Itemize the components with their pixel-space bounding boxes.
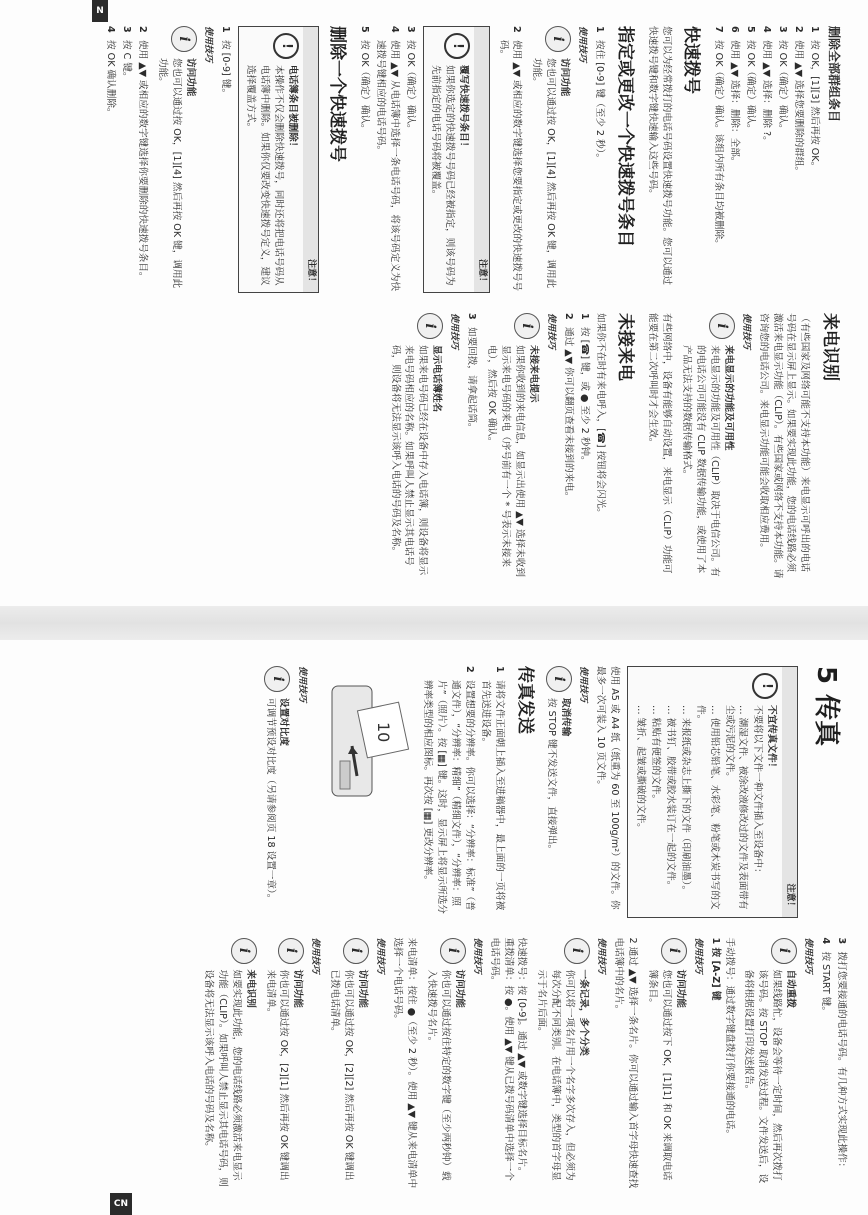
step-item xyxy=(135,26,149,293)
info-icon: i xyxy=(545,26,571,52)
speed-dial-text: 快速拨号：按 [0-9]。通过 ▲▼ 或数字键选择目标名片。 xyxy=(516,937,528,1177)
note-bullet: … 潮湿文件、被涂改液修改过的文件及表面带有尘或污泥的文件。 xyxy=(723,705,749,910)
note-bullet: … 被书钉、胶带或胶水装订在一起的文件。 xyxy=(664,705,676,891)
rotated-page-content xyxy=(0,0,868,606)
note-bullet: … 使用铅芯铅笔、水彩笔、粉笔或木炭书写的文件。 xyxy=(694,705,720,910)
tip-text: 你也可以通过按 OK，[2][2] 然后再按 OK 键调出已拨电话清单。 xyxy=(329,969,355,1181)
tip-box xyxy=(545,666,573,918)
tip-box xyxy=(201,938,257,1190)
tip-label: 使用技巧 xyxy=(803,937,814,974)
note-title: 覆写快速拨号条目！ xyxy=(457,65,469,152)
caller-id-note: 有些网络中，设备有能够自动设置，来电显示（CLIP）功能可能要在第二次呼叫时才会生效。 xyxy=(647,313,673,574)
note-bullet: … 来报纸或杂志上撕下的文件（印刷油墨）。 xyxy=(679,705,691,896)
note-box xyxy=(238,26,319,293)
delete-all-heading: 删除全部群组条目 xyxy=(827,26,841,123)
step-text: 如要回拨，请拿起话筒。 xyxy=(466,327,478,433)
tip-box xyxy=(263,666,291,918)
step-number: 3 xyxy=(466,313,478,320)
tip-text: 如果来电号码已经在设备中存入电话簿，则设备将显示来电号码相应的名称。如果呼叫人禁止显示其电话号码，则设备将无法显示该呼入电话的号码及名称。 xyxy=(389,345,429,576)
step-text: 按 OK（确定）确认。 xyxy=(744,40,756,134)
note-label: 注意！ xyxy=(303,27,318,292)
tip-label: 使用技巧 xyxy=(375,937,386,974)
assign-steps-2 xyxy=(496,26,524,293)
redial-list-text: 重拨清单：按 ●。使用 ▲▼ 键从已拨号码清单中选择一个电话号码。 xyxy=(488,937,514,1181)
tip-title: 访问功能 xyxy=(674,969,686,1008)
step-item xyxy=(759,26,773,293)
tip-box xyxy=(155,26,197,293)
tip-text: 可调节预设对比度（另请参阅页 18 设置一章）。 xyxy=(264,698,276,904)
missed-steps-2 xyxy=(464,313,478,580)
tip-box xyxy=(742,938,798,1190)
step-number: 3 xyxy=(121,26,133,33)
warning-icon: ! xyxy=(444,33,470,59)
step-number: 2 xyxy=(137,26,149,33)
step-item xyxy=(561,313,575,580)
tip-text: 您也可以通过按 OK，[1][4] 然后再按 OK 键，调用此功能。 xyxy=(157,58,183,289)
tip-title: 访问功能 xyxy=(292,969,304,1008)
step-number: 2 xyxy=(792,26,804,33)
step-text: 使用 ▲▼ 从电话簿中选择一条电话号码，将该号码定义为快速拨号键相应的电话号码。 xyxy=(375,40,401,292)
step-text: 设置想要的分辨率。你可以选择：“分辨率：标准”（普通文件），“分辨率：精细”（精细文件），“分辨率：照片”（照片）。按 [▦] 键。这时，显示屏上将显示所选分辨率类型的相应图标。再次按 [▦] 更改分辨率。 xyxy=(422,680,476,914)
info-icon: i xyxy=(564,938,590,964)
note-box xyxy=(423,26,490,293)
tip-label: 使用技巧 xyxy=(296,666,307,703)
assign-steps xyxy=(592,26,606,293)
tip-text: 您也可以通过按下 OK，[1][1] 和 OK 来调取电话簿条目。 xyxy=(646,969,672,1181)
step-item xyxy=(478,666,506,918)
step-number: 4 xyxy=(820,937,832,945)
step-text: 按 C 键。 xyxy=(121,40,133,82)
step-text: 按 OK（确定）确认。 xyxy=(359,40,371,134)
step-text: 使用 ▲▼ 选择：删除：全部。 xyxy=(729,40,741,167)
tip-box xyxy=(388,313,444,580)
step-text: 使用 ▲▼ 或相应的数字键选择您要指定或更改的快速拨号号码。 xyxy=(497,40,523,292)
missed-calls-heading: 未接来电 xyxy=(615,313,636,381)
note-label: 注意！ xyxy=(782,667,797,917)
step-item xyxy=(464,313,478,580)
note-text: 不要将以下文件一种文件插入至设备中： xyxy=(752,705,764,878)
step-number: 1 xyxy=(594,26,606,33)
step-text: 按 OK（确定）确认。 xyxy=(404,40,416,134)
step-item xyxy=(818,938,832,1190)
delete-steps-2 xyxy=(104,26,150,293)
step-item xyxy=(218,26,232,293)
step-text: 按住 [0-9] 键（至少 2 秒）。 xyxy=(594,40,606,164)
tip-text: 如果线路忙，设备会等待一定时间，然后再次拨打该号码。按 STOP 取消发送过程。文件发送后，设备将根据设置打印发送报告。 xyxy=(743,969,783,1184)
step-text: 请将文件正面朝上插入至进稿器中，最上面的一页将被首先送进设备。 xyxy=(479,680,505,911)
step-item xyxy=(420,666,476,918)
tip-label: 使用技巧 xyxy=(545,313,556,350)
send-steps-3 xyxy=(818,938,848,1190)
info-icon: i xyxy=(771,938,797,964)
step-number: 4 xyxy=(105,26,117,33)
phonebook-step-2: 2 通过 ▲▼ 选择一条名片。你可以通过输入首字母快速查找电话簿中的名片。 xyxy=(613,937,638,1189)
chapter-title xyxy=(806,666,844,918)
note-text: 如果你选定的快速拨号号码已经被指定，则该号码为先前指定的电话号码将被覆盖。 xyxy=(429,65,455,286)
page-gutter xyxy=(0,606,868,640)
step-text: 通过 ▲▼ 你可以翻页查看未接到的来电。 xyxy=(562,327,574,502)
step-item xyxy=(592,26,606,293)
tip-label: 使用技巧 xyxy=(596,937,607,974)
tip-box xyxy=(327,938,369,1190)
info-icon: i xyxy=(278,938,304,964)
chapter-number: 5 xyxy=(811,666,841,685)
note-text: 本操作不仅会删除快速拨号，同时还将把电话号码从电话簿中删除。如果你仅要改变快速拨号定义，建议选择覆盖方式。 xyxy=(244,65,284,286)
tip-text: 来电显示的功能及可用性（CLIP）取决于电信公司。有的电话公司可能没有 CLIP 数据传输功能，或使用了本产品无法支持的数据传输格式。 xyxy=(680,345,720,577)
step-item xyxy=(496,26,524,293)
step-text: 按 [☎] 键，或 ● 至少 2 秒钟。 xyxy=(578,327,590,466)
info-icon: i xyxy=(231,938,257,964)
step-item xyxy=(373,26,401,293)
step-item xyxy=(775,26,789,293)
step-number: 3 xyxy=(404,26,416,33)
tip-label: 使用技巧 xyxy=(740,313,751,350)
tip-title: 来电识别 xyxy=(244,969,256,1008)
step-item xyxy=(120,26,134,293)
send-steps xyxy=(420,666,505,918)
step-number: 3 xyxy=(836,937,847,945)
column-right xyxy=(10,313,850,580)
tip-box xyxy=(424,938,466,1190)
note-bullet: … 粘贴有便签的文件。 xyxy=(650,705,662,804)
tip-title: 自动重拨 xyxy=(785,969,797,1008)
step-number: 4 xyxy=(389,26,401,33)
step-text: 使用 ▲▼ 选择您要删除的群组。 xyxy=(792,40,804,176)
info-icon: i xyxy=(343,938,369,964)
step-item xyxy=(834,938,848,1190)
step-item xyxy=(357,26,371,293)
step-number: 5 xyxy=(744,26,756,33)
page-count-label: 10 xyxy=(374,722,394,743)
step-text: 使用 ▲▼ 选择：删除 ?。 xyxy=(760,40,772,146)
tip-box xyxy=(530,26,572,293)
note-title: 电话簿条目被删除！ xyxy=(286,65,298,152)
tip-title: 未接来电提示 xyxy=(527,345,539,403)
tip-text: 您也可以通过按 OK，[1][4] 然后再按 OK 键，调用此功能。 xyxy=(531,58,557,289)
info-icon: i xyxy=(709,313,735,339)
info-icon: i xyxy=(265,666,291,692)
warning-icon: ! xyxy=(273,33,299,59)
step-text: 按 [0-9] 键。 xyxy=(219,40,231,99)
step-text: 拨打您要接通的电话号码。有几种方式实现此操作： xyxy=(836,951,847,1173)
speed-dial-intro: 您可以为经常拨打的电话号码设置快速拨号功能。您可以通过快速拨号键和数字键快速输入这些号码。 xyxy=(646,26,672,286)
info-icon: i xyxy=(546,666,572,692)
info-icon: i xyxy=(440,938,466,964)
rotated-page-content xyxy=(0,640,868,1215)
step-number: 2 xyxy=(464,666,476,673)
paper-spec-text: 使用 A5 或 A4 纸（纸重为 60 至 100g/m²）的文件。你最多一次可装入 10 页文件。 xyxy=(595,666,621,910)
fax-send-heading: 传真发送 xyxy=(514,666,535,734)
missed-steps xyxy=(561,313,591,580)
tip-title: 来电显示的功能及可用性 xyxy=(722,345,734,451)
tip-title: 取消传输 xyxy=(560,698,572,737)
note-label: 注意！ xyxy=(474,27,489,292)
tip-box xyxy=(534,938,590,1190)
note-title: 不宜传真文件！ xyxy=(766,705,778,773)
delete-steps xyxy=(218,26,232,293)
note-bullet-list xyxy=(633,705,749,911)
tip-label: 使用技巧 xyxy=(310,937,321,974)
step-number: 1 xyxy=(578,313,590,320)
tip-label: 使用技巧 xyxy=(471,937,482,974)
tip-title: 访问功能 xyxy=(185,58,197,97)
tip-text: 如要实现此功能，您的电话线路必须激活来电显示功能（CLIP）。如果呼叫人禁止显示其电话号码，则设备将无法显示该呼入电话的号码及名称。 xyxy=(202,969,242,1187)
step-text: 按 START 键。 xyxy=(820,951,832,1016)
tip-box xyxy=(263,938,305,1190)
step-item xyxy=(104,26,118,293)
manual-dial-text: 手动拨号：通过数字键盘拨打你要接通的电话。 xyxy=(723,937,735,1139)
info-icon: i xyxy=(661,938,687,964)
column-left xyxy=(10,26,850,293)
note-box xyxy=(627,666,798,918)
step-number: 1 xyxy=(808,26,820,33)
manual-page-bottom xyxy=(0,640,868,1215)
tip-text: 你也可以通过按住特定的数字键（至少两秒钟）载入快速拨号名片。 xyxy=(425,969,451,1181)
tip-label: 使用技巧 xyxy=(203,26,214,63)
tip-title: 一条记录，多个分类 xyxy=(578,969,590,1056)
info-icon: i xyxy=(171,26,197,52)
tip-label: 使用技巧 xyxy=(449,313,460,350)
page-edge-tab: N xyxy=(92,0,108,22)
tip-title: 访问功能 xyxy=(357,969,369,1008)
delete-speed-dial-heading: 删除一个快速拨号 xyxy=(327,26,348,162)
step-text: 按 OK（确定）确认。 xyxy=(776,40,788,134)
step-number: 3 xyxy=(776,26,788,33)
manual-page-top xyxy=(0,0,868,606)
caller-id-heading: 来电识别 xyxy=(820,313,840,381)
step-item xyxy=(807,26,821,293)
step-text: 按 OK，[1][3] 然后再按 OK。 xyxy=(808,40,820,172)
step-item xyxy=(577,313,591,580)
delete-all-steps xyxy=(711,26,820,293)
tip-label: 使用技巧 xyxy=(578,666,589,703)
tip-text: 你也可以通过按 OK，[2][1] 然后再按 OK 键调出来电清单。 xyxy=(264,969,290,1181)
tip-box xyxy=(645,938,687,1190)
assign-steps-3 xyxy=(357,26,417,293)
chapter-name: 传真 xyxy=(811,694,841,747)
step-number: 2 xyxy=(511,26,523,33)
tip-box xyxy=(484,313,540,580)
warning-icon: ! xyxy=(752,673,778,699)
tip-title: 设置对比度 xyxy=(278,698,290,746)
phonebook-step: 1 按 [A-Z] 键 xyxy=(709,937,721,1001)
step-number: 1 xyxy=(493,666,505,673)
step-number: 1 xyxy=(219,26,231,33)
step-text: 按 OK 确认删除。 xyxy=(105,40,117,118)
tip-text: 你可以将一项名片用一个名字多次存入，但必须为每次分配不同类别。在电话簿中，类型的首字母显示于名片后面。 xyxy=(536,969,576,1181)
step-item xyxy=(711,26,725,293)
step-number: 2 xyxy=(562,313,574,320)
step-item xyxy=(403,26,417,293)
tip-title: 访问功能 xyxy=(559,58,571,97)
language-edge-tab: CN xyxy=(110,1193,132,1215)
caller-list-text: 来电清单：按住 ●（至少 2 秒）。使用 ▲▼ 键从来电清单中选择一个电话号码。 xyxy=(392,937,417,1189)
tip-text: 按 STOP 键不发送文件，直接弹出。 xyxy=(546,698,558,855)
speed-dial-heading: 快速拨号 xyxy=(681,26,702,94)
step-number: 4 xyxy=(760,26,772,33)
tip-label: 使用技巧 xyxy=(692,937,703,974)
step-number: 6 xyxy=(729,26,741,33)
caller-id-intro: （有些国家及网络可能不支持本功能）来电显示可呼出的电话号码在显示屏上显示。如果要实现此功能，您的电话线路必须激活来电显示功能（CLIP）。有些国家或网络不支持本功能。请咨询您的电话公司。来电显示功能可能会收取相应费用。 xyxy=(757,313,811,579)
tip-text: 如果你收到的来电信息，如显示出使用 ▲▼ 选择未收到显示来电号码的来电（序号前有一个 * 号表示未接来电），然后按 OK 确认。 xyxy=(486,345,525,577)
fax-machine-illustration xyxy=(322,666,412,816)
tip-title: 显示电话簿姓名 xyxy=(431,345,443,413)
assign-speed-dial-heading: 指定或更改一个快速拨号条目 xyxy=(614,26,635,247)
column-left xyxy=(10,666,850,918)
step-text: 按 OK（确定）确认。该组内所有条目均被删除。 xyxy=(713,40,725,249)
column-right xyxy=(10,938,850,1190)
missed-calls-intro: 如果你不在时有来电呼入，[☎] 按钮将会闪光。 xyxy=(594,313,606,518)
step-item xyxy=(727,26,741,293)
step-text: 使用 ▲▼ 或相应的数字键选择你要删除的快速拨号条目。 xyxy=(137,40,149,282)
step-number: 5 xyxy=(359,26,371,33)
step-item xyxy=(743,26,757,293)
info-icon: i xyxy=(514,313,540,339)
info-icon: i xyxy=(417,313,443,339)
tip-label: 使用技巧 xyxy=(577,26,588,63)
tip-title: 访问功能 xyxy=(453,969,465,1008)
note-bullet: … 皱折、起皱或撕破的文件。 xyxy=(635,705,647,833)
step-item xyxy=(791,26,805,293)
tip-box xyxy=(679,313,735,580)
step-number: 7 xyxy=(713,26,725,33)
